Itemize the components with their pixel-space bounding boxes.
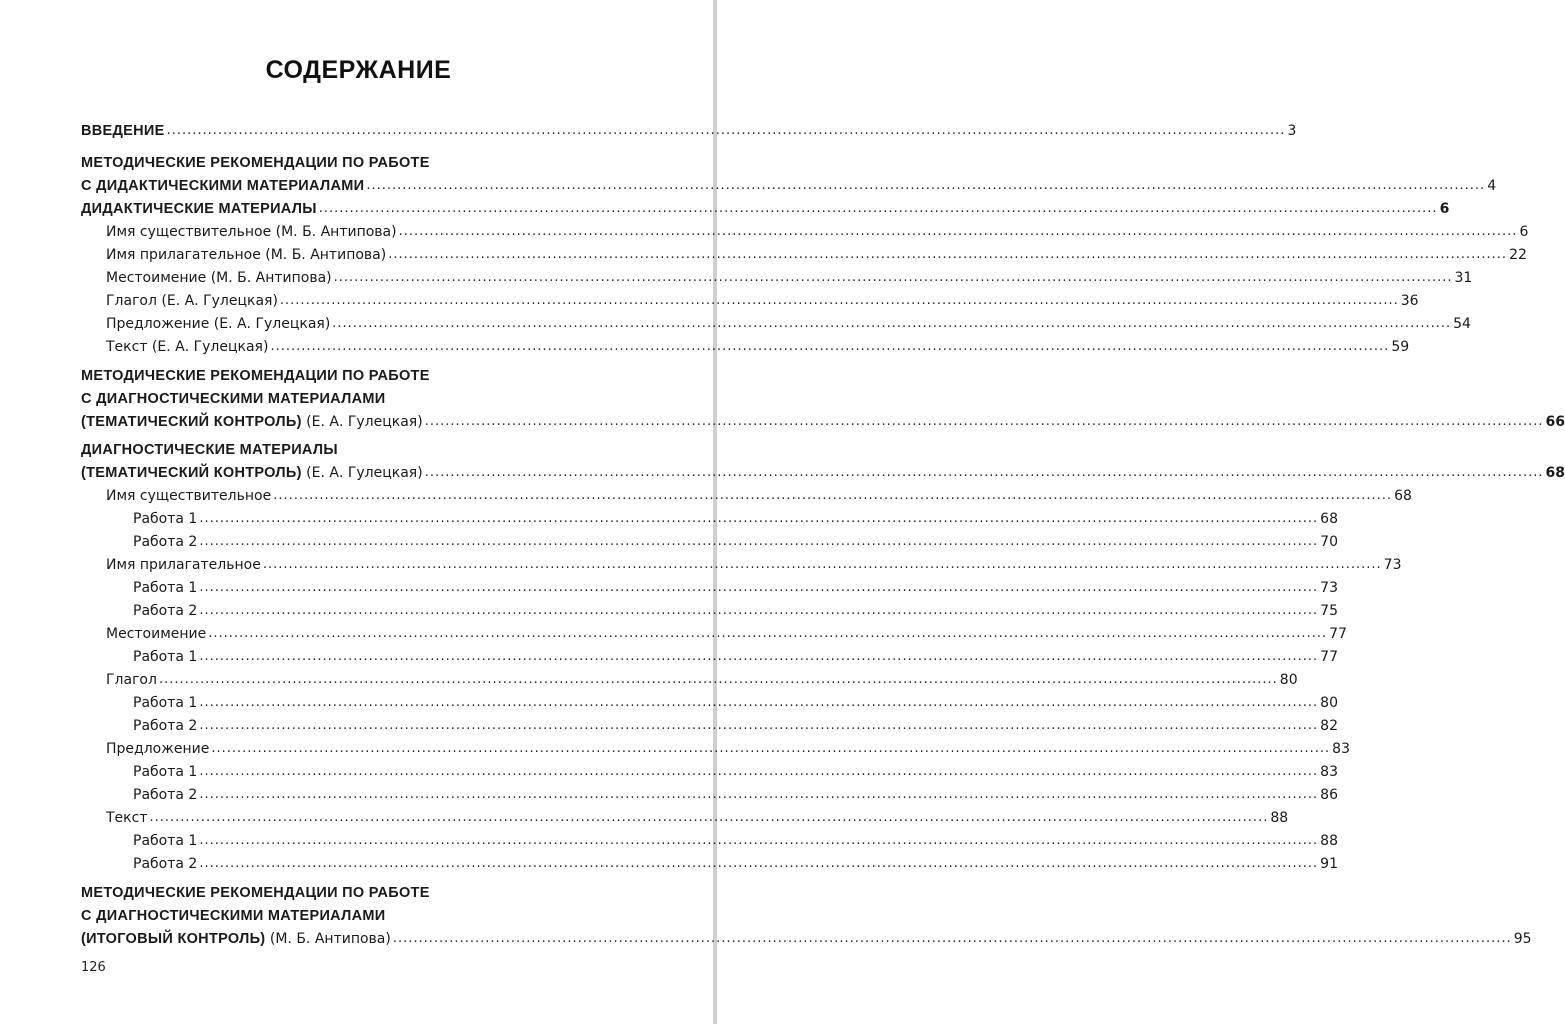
- toc-entry-method-diagnostic-final[interactable]: [81, 926, 1532, 948]
- toc-subentry[interactable]: [106, 311, 1471, 333]
- toc-entry-title: Работа 1: [133, 764, 198, 780]
- toc-page-number: 75: [1320, 603, 1338, 619]
- leader-dots: ..........................................................................................................................................................................................................................: [211, 741, 1331, 756]
- leader-dots: ..........................................................................................................................................................................................................................: [398, 224, 1518, 239]
- toc-work-entry[interactable]: [133, 529, 1338, 551]
- leader-dots: ..........................................................................................................................................................................................................................: [424, 414, 1544, 429]
- toc-subentry[interactable]: [106, 219, 1529, 241]
- toc-entry-method-didactic[interactable]: [81, 173, 1497, 195]
- toc-heading-line: С ДИАГНОСТИЧЕСКИМИ МАТЕРИАЛАМИ: [81, 391, 386, 407]
- leader-dots: ..........................................................................................................................................................................................................................: [199, 695, 1319, 710]
- toc-heading-line: МЕТОДИЧЕСКИЕ РЕКОМЕНДАЦИИ ПО РАБОТЕ: [81, 155, 430, 171]
- leader-dots: ..........................................................................................................................................................................................................................: [199, 764, 1319, 779]
- toc-page-number: 86: [1320, 787, 1338, 803]
- leader-dots: ..........................................................................................................................................................................................................................: [199, 603, 1319, 618]
- toc-entry-title: Предложение: [106, 741, 210, 757]
- toc-work-entry[interactable]: [133, 828, 1338, 850]
- toc-heading-line: МЕТОДИЧЕСКИЕ РЕКОМЕНДАЦИИ ПО РАБОТЕ: [81, 368, 430, 384]
- leader-dots: ..........................................................................................................................................................................................................................: [388, 247, 1508, 262]
- toc-entry-title: (ТЕМАТИЧЕСКИЙ КОНТРОЛЬ): [81, 414, 302, 430]
- toc-work-entry[interactable]: [133, 644, 1338, 666]
- toc-subentry[interactable]: [106, 334, 1410, 356]
- toc-subentry[interactable]: [106, 805, 1289, 827]
- leader-dots: ..........................................................................................................................................................................................................................: [199, 787, 1319, 802]
- toc-entry-title: С ДИДАКТИЧЕСКИМИ МАТЕРИАЛАМИ: [81, 178, 365, 194]
- toc-subentry[interactable]: [106, 552, 1402, 574]
- toc-page-number: 3: [1287, 123, 1297, 139]
- leader-dots: ..........................................................................................................................................................................................................................: [199, 649, 1319, 664]
- toc-entry-title: Работа 2: [133, 718, 198, 734]
- toc-subentry[interactable]: [106, 621, 1347, 643]
- leader-dots: ..........................................................................................................................................................................................................................: [262, 557, 1382, 572]
- leader-dots: ..........................................................................................................................................................................................................................: [333, 270, 1453, 285]
- toc-entry-title: Местоимение: [106, 626, 207, 642]
- toc-entry-title: Работа 1: [133, 580, 198, 596]
- toc-work-entry[interactable]: [133, 690, 1338, 712]
- toc-heading-line: МЕТОДИЧЕСКИЕ РЕКОМЕНДАЦИИ ПО РАБОТЕ: [81, 885, 430, 901]
- toc-work-entry[interactable]: [133, 782, 1338, 804]
- leader-dots: ..........................................................................................................................................................................................................................: [279, 293, 1399, 308]
- leader-dots: ..........................................................................................................................................................................................................................: [332, 316, 1452, 331]
- toc-entry-didactic[interactable]: [81, 196, 1450, 218]
- toc-page-number: 36: [1400, 293, 1419, 309]
- page-title: СОДЕРЖАНИЕ: [265, 56, 452, 84]
- leader-dots: ..........................................................................................................................................................................................................................: [318, 201, 1438, 216]
- toc-entry-author: (Е. А. Гулецкая): [306, 414, 423, 430]
- toc-page-number: 6: [1439, 201, 1450, 217]
- toc-entry-title: Предложение (Е. А. Гулецкая): [106, 316, 331, 332]
- toc-entry-title: Глагол: [106, 672, 157, 688]
- toc-page-number: 6: [1519, 224, 1529, 240]
- toc-entry-title: Работа 1: [133, 695, 198, 711]
- toc-subentry[interactable]: [106, 667, 1298, 689]
- toc-entry-title: Текст: [106, 810, 148, 826]
- toc-subentry[interactable]: [106, 288, 1419, 310]
- toc-heading-line: ДИАГНОСТИЧЕСКИЕ МАТЕРИАЛЫ: [81, 442, 338, 458]
- toc-page-number: 77: [1320, 649, 1338, 665]
- toc-subentry[interactable]: [106, 736, 1350, 758]
- toc-entry-title: Работа 2: [133, 603, 198, 619]
- toc-page-number: 88: [1270, 810, 1289, 826]
- toc-entry-title: Работа 1: [133, 511, 198, 527]
- toc-page-number: 77: [1329, 626, 1347, 642]
- toc-entry-title: Работа 2: [133, 856, 198, 872]
- toc-entry-title: ВВЕДЕНИЕ: [81, 123, 165, 139]
- toc-entry-title: Имя прилагательное: [106, 557, 261, 573]
- toc-page-number: 59: [1391, 339, 1410, 355]
- toc-entry-title: (ТЕМАТИЧЕСКИЙ КОНТРОЛЬ): [81, 465, 302, 481]
- toc-page-number: 54: [1453, 316, 1471, 332]
- toc-entry-title: Имя прилагательное (М. Б. Антипова): [106, 247, 387, 263]
- leader-dots: ..........................................................................................................................................................................................................................: [199, 534, 1319, 549]
- toc-entry-title: Текст (Е. А. Гулецкая): [106, 339, 269, 355]
- leader-dots: ..........................................................................................................................................................................................................................: [199, 856, 1319, 871]
- leader-dots: ..........................................................................................................................................................................................................................: [149, 810, 1269, 825]
- toc-subentry[interactable]: [106, 483, 1412, 505]
- leader-dots: ..........................................................................................................................................................................................................................: [270, 339, 1390, 354]
- toc-entry-author: (Е. А. Гулецкая): [306, 465, 423, 481]
- leader-dots: ..........................................................................................................................................................................................................................: [392, 931, 1512, 946]
- toc-page-number: 68: [1545, 465, 1565, 481]
- toc-entry-title: Глагол (Е. А. Гулецкая): [106, 293, 278, 309]
- toc-subentry[interactable]: [106, 265, 1473, 287]
- toc-page-number: 73: [1383, 557, 1402, 573]
- toc-page-number: 31: [1454, 270, 1473, 286]
- toc-page-number: 68: [1394, 488, 1412, 504]
- toc-entry-title: Имя существительное (М. Б. Антипова): [106, 224, 397, 240]
- leader-dots: ..........................................................................................................................................................................................................................: [424, 465, 1544, 480]
- toc-page-number: 91: [1320, 856, 1338, 872]
- toc-entry-title: ДИДАКТИЧЕСКИЕ МАТЕРИАЛЫ: [81, 201, 317, 217]
- toc-page-number: 88: [1320, 833, 1338, 849]
- toc-page-number: 66: [1545, 414, 1565, 430]
- toc-work-entry[interactable]: [133, 713, 1338, 735]
- toc-entry-title: Работа 2: [133, 534, 198, 550]
- toc-work-entry[interactable]: [133, 851, 1338, 873]
- toc-page-number: 80: [1279, 672, 1298, 688]
- toc-work-entry[interactable]: [133, 598, 1338, 620]
- leader-dots: ..........................................................................................................................................................................................................................: [199, 718, 1319, 733]
- toc-page-number: 22: [1509, 247, 1527, 263]
- toc-entry-title: Работа 1: [133, 649, 198, 665]
- toc-work-entry[interactable]: [133, 759, 1338, 781]
- leader-dots: ..........................................................................................................................................................................................................................: [199, 580, 1319, 595]
- toc-entry-title: Работа 1: [133, 833, 198, 849]
- toc-entry-method-diagnostic-thematic[interactable]: [81, 409, 1565, 431]
- toc-page-number: 83: [1320, 764, 1338, 780]
- toc-entry-title: (ИТОГОВЫЙ КОНТРОЛЬ): [81, 931, 266, 947]
- toc-subentry[interactable]: [106, 242, 1527, 264]
- page-number: 126: [81, 960, 106, 975]
- toc-page-number: 80: [1320, 695, 1338, 711]
- leader-dots: ..........................................................................................................................................................................................................................: [199, 511, 1319, 526]
- toc-heading-line: С ДИАГНОСТИЧЕСКИМИ МАТЕРИАЛАМИ: [81, 908, 386, 924]
- toc-entry-title: Имя существительное: [106, 488, 272, 504]
- leader-dots: ..........................................................................................................................................................................................................................: [273, 488, 1393, 503]
- leader-dots: ..........................................................................................................................................................................................................................: [199, 833, 1319, 848]
- leader-dots: ..........................................................................................................................................................................................................................: [366, 178, 1486, 193]
- leader-dots: ..........................................................................................................................................................................................................................: [208, 626, 1328, 641]
- toc-entry-intro[interactable]: [81, 118, 1297, 140]
- toc-work-entry[interactable]: [133, 575, 1338, 597]
- toc-page-number: 4: [1487, 178, 1497, 194]
- toc-page-number: 95: [1513, 931, 1532, 947]
- toc-page-number: 70: [1320, 534, 1338, 550]
- toc-entry-title: Работа 2: [133, 787, 198, 803]
- toc-page-number: 83: [1332, 741, 1350, 757]
- toc-page-number: 73: [1320, 580, 1338, 596]
- leader-dots: ..........................................................................................................................................................................................................................: [166, 123, 1286, 138]
- leader-dots: ..........................................................................................................................................................................................................................: [158, 672, 1278, 687]
- toc-page-number: 82: [1320, 718, 1338, 734]
- toc-work-entry[interactable]: [133, 506, 1338, 528]
- toc-entry-title: Местоимение (М. Б. Антипова): [106, 270, 332, 286]
- toc-entry-diagnostic[interactable]: [81, 460, 1565, 482]
- toc-entry-author: (М. Б. Антипова): [269, 931, 391, 947]
- toc-page-number: 68: [1320, 511, 1338, 527]
